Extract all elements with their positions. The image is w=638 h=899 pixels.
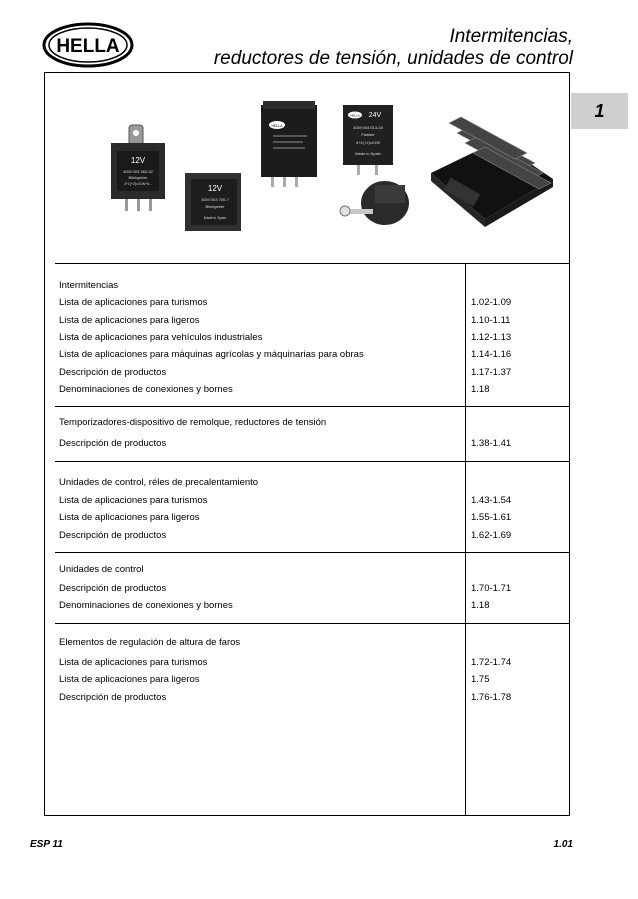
svg-text:Made in Spain: Made in Spain xyxy=(355,151,381,156)
relay-12v-bracket-image xyxy=(111,125,165,211)
toc-entry: Lista de aplicaciones para vehículos industriales xyxy=(59,332,263,343)
svg-text:4DM 004 513-03: 4DM 004 513-03 xyxy=(353,125,383,130)
section-heading: Temporizadores-dispositivo de remolque, reductores de tensión xyxy=(59,417,327,428)
toc-page-ref: 1.14-1.16 xyxy=(471,349,512,360)
title-line-2: reductores de tensión, unidades de control xyxy=(213,48,573,69)
column-divider xyxy=(465,264,466,816)
hella-logo xyxy=(42,22,134,68)
toc-page-ref: 1.10-1.11 xyxy=(471,315,511,326)
toc-entry: Lista de aplicaciones para máquinas agrícolas y máquinarias para obras xyxy=(59,349,364,360)
svg-text:4DM 003 750-?: 4DM 003 750-? xyxy=(201,197,229,202)
section-heading: Unidades de control, réles de precalentamiento xyxy=(59,477,259,488)
toc-page-ref: 1.55-1.61 xyxy=(471,512,512,523)
toc-entry: Descripción de productos xyxy=(59,530,167,541)
toc-entry: Lista de aplicaciones para turismos xyxy=(59,495,208,506)
svg-text:HELLA: HELLA xyxy=(271,124,283,128)
section-rule xyxy=(55,406,569,407)
toc-entry: Lista de aplicaciones para ligeros xyxy=(59,512,200,523)
content-frame xyxy=(44,72,570,816)
section-rule xyxy=(55,552,569,553)
toc-entry: Denominaciones de conexiones y bornes xyxy=(59,384,233,395)
toc-entry: Lista de aplicaciones para ligeros xyxy=(59,674,200,685)
svg-text:HELLA: HELLA xyxy=(350,113,360,118)
svg-text:2+1(+2)x21W+5...: 2+1(+2)x21W+5... xyxy=(123,182,153,186)
section-rule xyxy=(55,263,569,264)
relay-black-large-image xyxy=(261,101,317,187)
toc-page-ref: 1.72-1.74 xyxy=(471,657,512,668)
toc-page-ref: 1.02-1.09 xyxy=(471,297,512,308)
toc-entry: Lista de aplicaciones para turismos xyxy=(59,657,208,668)
toc-page-ref: 1.12-1.13 xyxy=(471,332,512,343)
relay-12v-small-image xyxy=(185,173,241,231)
chapter-tab: 1 xyxy=(571,93,628,129)
toc-page-ref: 1.18 xyxy=(471,384,490,395)
svg-text:12V: 12V xyxy=(207,184,223,193)
section-rule xyxy=(55,623,569,624)
toc-page-ref: 1.18 xyxy=(471,600,490,611)
toc-entry: Lista de aplicaciones para turismos xyxy=(59,297,208,308)
toc-entry: Descripción de productos xyxy=(59,367,167,378)
svg-text:12V: 12V xyxy=(130,156,146,165)
svg-text:Flasher: Flasher xyxy=(361,132,375,137)
toc-page-ref: 1.17-1.37 xyxy=(471,367,512,378)
toc-page-ref: 1.76-1.78 xyxy=(471,692,512,703)
toc-entry: Descripción de productos xyxy=(59,583,167,594)
headlamp-level-actuator-image xyxy=(340,181,409,225)
svg-text:24V: 24V xyxy=(368,112,382,119)
svg-text:Made in Spain: Made in Spain xyxy=(203,216,227,220)
product-photo xyxy=(45,73,569,263)
relay-24v-image xyxy=(343,105,393,175)
footer-page-number: 1.01 xyxy=(553,839,573,850)
toc-page-ref: 1.70-1.71 xyxy=(471,583,512,594)
logo-text: HELLA xyxy=(56,36,120,57)
section-heading: Elementos de regulación de altura de faros xyxy=(59,637,241,648)
svg-text:4+1(+2)x21W: 4+1(+2)x21W xyxy=(355,140,381,145)
footer-edition: ESP 11 xyxy=(30,839,63,850)
svg-text:Blinkgeber: Blinkgeber xyxy=(128,175,148,180)
section-heading: Intermitencias xyxy=(59,280,119,291)
toc-entry: Denominaciones de conexiones y bornes xyxy=(59,600,233,611)
voltage-reducer-image xyxy=(431,117,553,227)
svg-text:Blinkgeber: Blinkgeber xyxy=(205,204,225,209)
title-line-1: Intermitencias, xyxy=(449,26,573,47)
toc-page-ref: 1.62-1.69 xyxy=(471,530,512,541)
section-rule xyxy=(55,461,569,462)
toc-entry: Descripción de productos xyxy=(59,692,167,703)
toc-entry: Lista de aplicaciones para ligeros xyxy=(59,315,200,326)
toc-page-ref: 1.75 xyxy=(471,674,490,685)
section-heading: Unidades de control xyxy=(59,564,144,575)
toc-entry: Descripción de productos xyxy=(59,438,167,449)
svg-text:4DM 003 360-02: 4DM 003 360-02 xyxy=(123,169,153,174)
toc-page-ref: 1.38-1.41 xyxy=(471,438,512,449)
toc-page-ref: 1.43-1.54 xyxy=(471,495,512,506)
page-title xyxy=(214,26,573,70)
